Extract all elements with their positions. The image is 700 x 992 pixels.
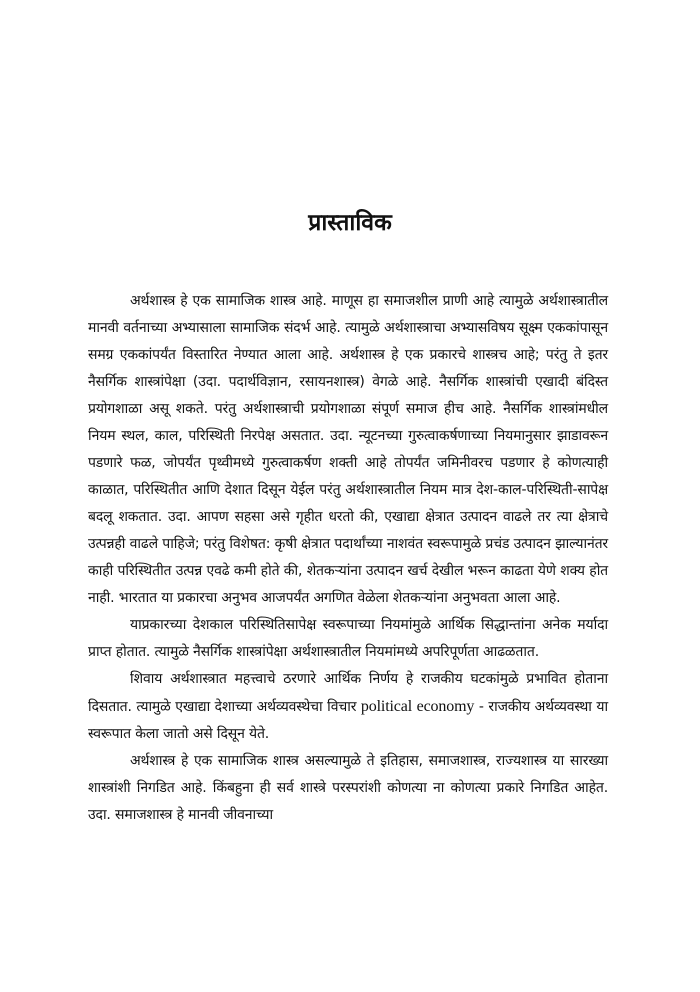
paragraph-3-tail: - राजकीय अर्थव्यवस्था या स्वरूपात केला जातो असे दिसून येते.: [88, 699, 608, 742]
paragraph-3: [88, 666, 608, 748]
page-title: प्रास्ताविक: [308, 210, 392, 236]
paragraph-1: अर्थशास्त्र हे एक सामाजिक शास्त्र आहे. माणूस हा समाजशील प्राणी आहे त्यामुळे अर्थशास्त्रातील मानवी वर्तनाच्या अभ्यासाला सामाजिक संदर्भ आहे. त्यामुळे अर्थशास्त्राचा अभ्यासविषय सूक्ष्म एककांपासून समग्र एककांपर्यंत विस्तारित नेण्यात आला आहे. अर्थशास्त्र हे एक प्रकारचे शास्त्रच आहे; परंतु ते इतर नैसर्गिक शास्त्रांपेक्षा (उदा. पदार्थविज्ञान, रसायनशास्त्र) वेगळे आहे. नैसर्गिक शास्त्रांची एखादी बंदिस्त प्रयोगशाळा असू शकते. परंतु अर्थशास्त्राची प्रयोगशाळा संपूर्ण समाज हीच आहे. नैसर्गिक शास्त्रांमधील नियम स्थल, काल, परिस्थिती निरपेक्ष असतात. उदा. न्यूटनच्या गुरुत्वाकर्षणाच्या नियमानुसार झाडावरून पडणारे फळ, जोपर्यंत पृथ्वीमध्ये गुरुत्वाकर्षण शक्ती आहे तोपर्यंत जमिनीवरच पडणार हे कोणत्याही काळात, परिस्थितीत आणि देशात दिसून येईल परंतु अर्थशास्त्रातील नियम मात्र देश-काल-परिस्थिती-सापेक्ष बदलू शकतात. उदा. आपण सहसा असे गृहीत धरतो की, एखाद्या क्षेत्रात उत्पादन वाढले तर त्या क्षेत्राचे उत्पन्नही वाढले पाहिजे; परंतु विशेषत: कृषी क्षेत्रात पदार्थांच्या नाशवंत स्वरूपामुळे प्रचंड उत्पादन झाल्यानंतर काही परिस्थितीत उत्पन्न एवढे कमी होते की, शेतकऱ्यांना उत्पादन खर्च देखील भरून काढता येणे शक्य होत नाही. भारतात या प्रकारचा अनुभव आजपर्यंत अगणित वेळेला शेतकऱ्यांना अनुभवता आला आहे.: [88, 293, 608, 606]
body-text: [88, 288, 608, 829]
paragraph-4: अर्थशास्त्र हे एक सामाजिक शास्त्र असल्यामुळे ते इतिहास, समाजशास्त्र, राज्यशास्त्र या सारख्या शास्त्रांशी निगडित आहे. किंबहुना ही सर्व शास्त्रे परस्परांशी कोणत्या ना कोणत्या प्रकारे निगडित आहेत. उदा. समाजशास्त्र हे मानवी जीवनाच्या: [88, 753, 608, 823]
paragraph-2: याप्रकारच्या देशकाल परिस्थितिसापेक्ष स्वरूपाच्या नियमांमुळे आर्थिक सिद्धान्तांना अनेक मर्यादा प्राप्त होतात. त्यामुळे नैसर्गिक शास्त्रांपेक्षा अर्थशास्त्रातील नियमांमध्ये अपरिपूर्णता आढळतात.: [88, 617, 608, 660]
paragraph-3-text: शिवाय अर्थशास्त्रात महत्त्वाचे ठरणारे आर्थिक निर्णय हे राजकीय घटकांमुळे प्रभावित होताना दिसतात. त्यामुळे एखाद्या देशाच्या अर्थव्यवस्थेचा विचार: [88, 671, 608, 715]
english-term-economy: economy: [416, 698, 475, 715]
english-term-political: political: [360, 698, 412, 715]
